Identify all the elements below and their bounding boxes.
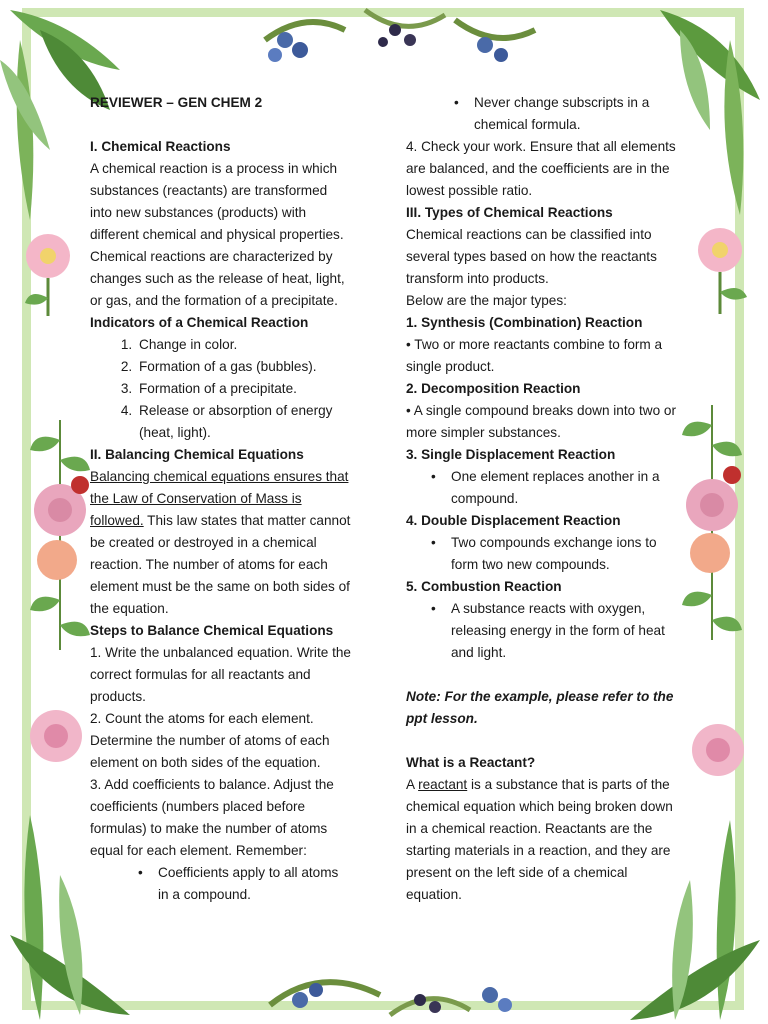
step-4: 4. Check your work. Ensure that all elements are balanced, and the coefficients are in the lowest possible ratio. [406,139,676,198]
section-2-body [90,466,352,620]
list-item: 3. Formation of a precipitate. [136,378,352,400]
step-3: 3. Add coefficients to balance. Adjust the coefficients (numbers placed before formulas) to make the number of atoms equal for each element. Remember: [90,777,334,858]
list-item: • Two compounds exchange ions to form two new compounds. [451,532,682,576]
type-2-heading: 2. Decomposition Reaction [406,381,581,396]
left-column [90,92,352,906]
type-2-desc: • A single compound breaks down into two or more simpler substances. [406,403,676,440]
steps-heading: Steps to Balance Chemical Equations [90,623,334,638]
list-item: • Coefficients apply to all atoms in a compound. [158,862,352,906]
step-2: 2. Count the atoms for each element. Determine the number of atoms of each element on both sides of the equation. [90,711,330,770]
list-item: 4. Release or absorption of energy (heat, light). [136,400,352,444]
reactant-body [406,774,682,906]
step-1: 1. Write the unbalanced equation. Write the correct formulas for all reactants and products. [90,645,351,704]
section-2-body-text: This law states that matter cannot be created or destroyed in a chemical reaction. The number of atoms for each element must be the same on both sides of the equation. [90,513,351,616]
type-4-heading: 4. Double Displacement Reaction [406,513,621,528]
left-rose-bouquet-icon [25,420,95,650]
section-3-heading: III. Types of Chemical Reactions [406,205,613,220]
type-3-heading: 3. Single Displacement Reaction [406,447,616,462]
note-text: Note: For the example, please refer to the ppt lesson. [406,689,674,726]
conservation-law-underlined: Balancing chemical equations ensures that the Law of Conservation of Mass is followed. [90,469,349,528]
type-5-heading: 5. Combustion Reaction [406,579,562,594]
section-1-heading: I. Chemical Reactions [90,139,231,154]
reactant-heading: What is a Reactant? [406,755,536,770]
right-peony-icon [688,716,748,786]
section-1-body: A chemical reaction is a process in which substances (reactants) are transformed into new substances (products) with different chemical and physical properties. Chemical reactions are characterized by changes such as the release of heat, light, or gas, and the formation of a precipitate. [90,161,345,308]
left-pink-flower-icon [20,228,80,318]
right-rose-bouquet-icon [672,405,752,640]
left-peony-icon [26,702,86,772]
list-item: 1. Change in color. [136,334,352,356]
reactant-term: reactant [418,777,468,792]
remember-list [90,862,352,906]
list-item: • One element replaces another in a compound. [451,466,682,510]
type-1-desc: • Two or more reactants combine to form a single product. [406,337,663,374]
reactant-body-text: is a substance that is parts of the chemical equation which being broken down in a chemical reaction. Reactants are the starting materials in a reaction, and they are present on the left side of a chemical equation. [406,777,673,902]
section-3-intro: Chemical reactions can be classified into several types based on how the reactants transform into products. [406,227,657,286]
document-title: REVIEWER – GEN CHEM 2 [90,95,263,110]
type-4-list [406,532,682,576]
indicators-heading: Indicators of a Chemical Reaction [90,315,309,330]
list-item: • Never change subscripts in a chemical formula. [474,92,682,136]
type-3-list [406,466,682,510]
list-item: 2. Formation of a gas (bubbles). [136,356,352,378]
bottom-center-berries-icon [260,945,530,1024]
type-1-heading: 1. Synthesis (Combination) Reaction [406,315,643,330]
right-column [406,92,682,906]
section-2-heading: II. Balancing Chemical Equations [90,447,304,462]
type-5-list [406,598,682,664]
indicators-list [90,334,352,444]
section-3-intro-2: Below are the major types: [406,293,567,308]
right-pink-flower-icon [692,222,752,317]
reactant-body-start: A [406,777,419,792]
top-center-berries-icon [245,0,545,85]
list-item: • A substance reacts with oxygen, releasing energy in the form of heat and light. [451,598,682,664]
remember-list-continued [406,92,682,136]
